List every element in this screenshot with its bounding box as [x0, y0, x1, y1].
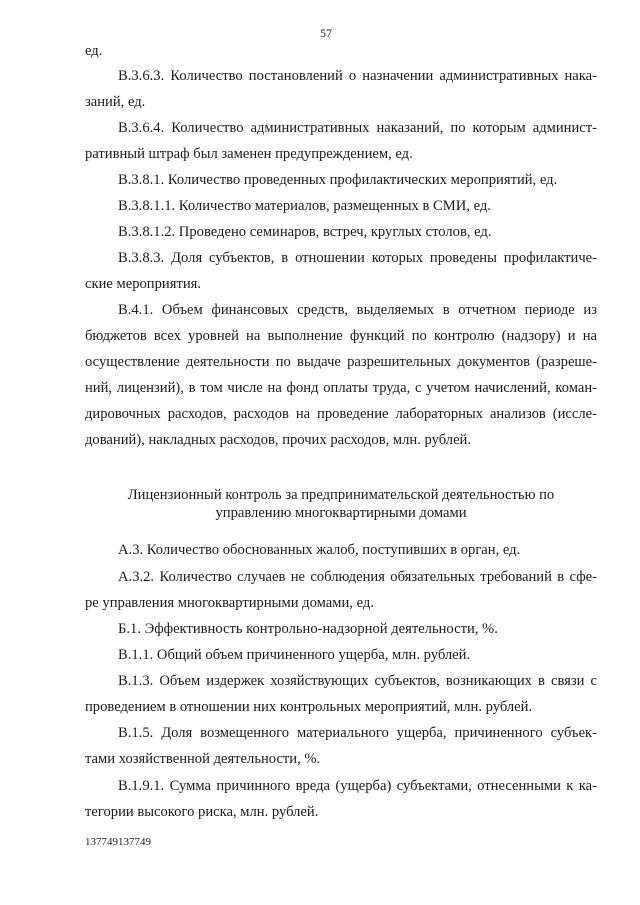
- text-line: ские мероприятия.: [85, 276, 201, 292]
- text-line: заний, ед.: [85, 94, 146, 110]
- text-line: В.3.6.4. Количество административных наказаний, по которым админист-: [118, 120, 597, 136]
- text-line: ний, лицензий), в том числе на фонд оплаты труда, с учетом начислений, коман-: [85, 380, 597, 396]
- document-code: 137749137749: [85, 836, 151, 848]
- text-line: проведением в отношении них контрольных мероприятий, млн. рублей.: [85, 699, 533, 715]
- text-line: Б.1. Эффективность контрольно-надзорной деятельности, %.: [118, 621, 498, 637]
- text-line: ративный штраф был заменен предупреждением, ед.: [85, 146, 413, 162]
- text-line: В.3.8.3. Доля субъектов, в отношении которых проведены профилактиче-: [118, 250, 597, 266]
- section-heading: Лицензионный контроль за предпринимательской деятельностью по: [127, 487, 555, 503]
- text-line: дований), накладных расходов, прочих расходов, млн. рублей.: [85, 432, 472, 448]
- text-line: бюджетов всех уровней на выполнение функций по контролю (надзору) и на: [85, 328, 597, 344]
- text-line: В.1.3. Объем издержек хозяйствующих субъектов, возникающих в связи с: [118, 673, 597, 689]
- text-line: В.3.8.1.2. Проведено семинаров, встреч, круглых столов, ед.: [118, 224, 492, 240]
- text-line: А.3. Количество обоснованных жалоб, поступивших в орган, ед.: [118, 542, 521, 558]
- text-line: тами хозяйственной деятельности, %.: [85, 751, 321, 767]
- text-line: В.1.5. Доля возмещенного материального ущерба, причиненного субъек-: [118, 725, 597, 741]
- text-line: осуществление деятельности по выдаче разрешительных документов (разреше-: [85, 354, 597, 370]
- text-line: В.3.8.1. Количество проведенных профилактических мероприятий, ед.: [118, 172, 558, 188]
- text-line: В.4.1. Объем финансовых средств, выделяемых в отчетном периоде из: [118, 302, 597, 318]
- section-heading: управлению многоквартирными домами: [215, 505, 467, 521]
- page-number: 57: [320, 26, 332, 40]
- text-line: В.1.1. Общий объем причиненного ущерба, млн. рублей.: [118, 647, 471, 663]
- text-line: В.3.6.3. Количество постановлений о назначении административных нака-: [118, 68, 597, 84]
- text-line: А.3.2. Количество случаев не соблюдения обязательных требований в сфе-: [118, 569, 597, 585]
- text-line: ре управления многоквартирными домами, ед.: [85, 595, 374, 611]
- text-line: В.3.8.1.1. Количество материалов, размещенных в СМИ, ед.: [118, 198, 491, 214]
- text-line: В.1.9.1. Сумма причинного вреда (ущерба) субъектами, отнесенными к ка-: [118, 778, 597, 794]
- text-line: тегории высокого риска, млн. рублей.: [85, 804, 319, 820]
- text-line: дировочных расходов, расходов на проведение лабораторных анализов (иссле-: [85, 406, 597, 422]
- text-line: ед.: [85, 43, 103, 59]
